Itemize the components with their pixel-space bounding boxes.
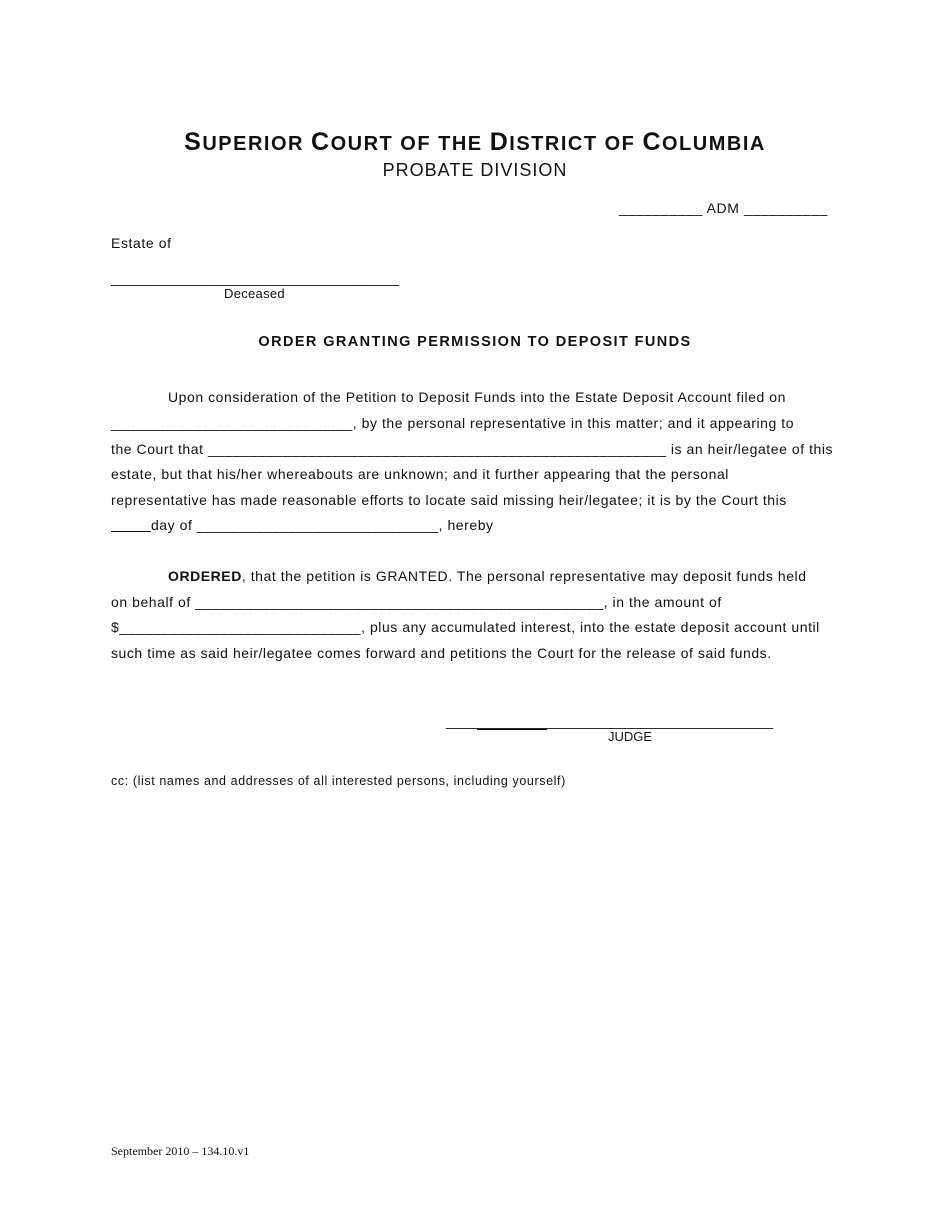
paragraph2-line3: $_____________________________, plus any accumulated interest, into the estate deposit account until (111, 619, 820, 635)
deceased-label: Deceased (224, 286, 285, 301)
court-title: SUPERIOR COURT OF THE DISTRICT OF COLUMBIA (184, 128, 766, 156)
ordered-keyword: ORDERED (168, 568, 242, 584)
day-blank (111, 517, 151, 533)
form-footer: September 2010 – 134.10.v1 (111, 1144, 250, 1158)
deceased-name-blank: _____________________________________ (111, 270, 400, 286)
paragraph1-line3: the Court that _______________________________________________________ is an heir/legatee of this (111, 441, 834, 457)
paragraph1-line4: estate, but that his/her whereabouts are unknown; and it further appearing that the personal (111, 466, 729, 482)
paragraph2-line2: on behalf of _________________________________________________, in the amount of (111, 594, 722, 610)
paragraph1-line6: day of _____________________________, hereby (111, 517, 494, 533)
paragraph1-line1: Upon consideration of the Petition to Deposit Funds into the Estate Deposit Account filed on (168, 389, 786, 405)
estate-of-label: Estate of (111, 235, 172, 251)
order-title: ORDER GRANTING PERMISSION TO DEPOSIT FUNDS (258, 334, 692, 350)
judge-signature-line: __________________________________________ (446, 713, 774, 729)
cc-note: cc: (list names and addresses of all interested persons, including yourself) (111, 774, 566, 788)
paragraph2-line1: ORDERED, that the petition is GRANTED. The personal representative may deposit funds held (168, 568, 807, 584)
paragraph2-line4: such time as said heir/legatee comes forward and petitions the Court for the release of said funds. (111, 645, 772, 661)
paragraph1-line5: representative has made reasonable efforts to locate said missing heir/legatee; it is by the Court this (111, 492, 787, 508)
case-number-field: __________ ADM __________ (619, 200, 828, 216)
paragraph1-line2: _____________________________, by the personal representative in this matter; and it appearing to (111, 415, 795, 431)
division-title: PROBATE DIVISION (382, 160, 568, 180)
judge-label: JUDGE (608, 729, 653, 744)
